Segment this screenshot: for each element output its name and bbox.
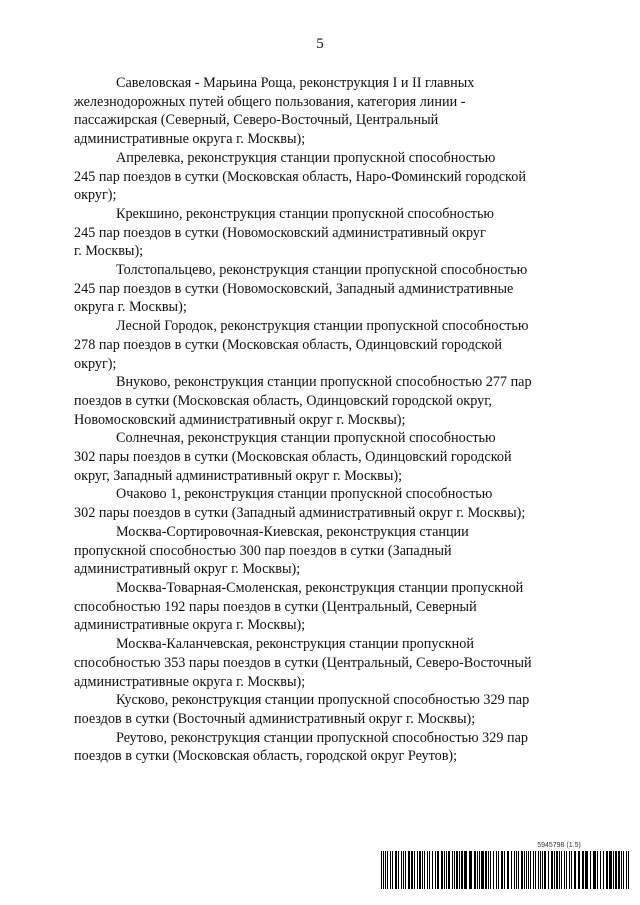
barcode-bar xyxy=(414,851,415,889)
paragraph-ochakovo: Очаково 1, реконструкция станции пропускной способностью 302 пары поездов в сутки (Западный административный округ г. Москвы); xyxy=(74,486,526,522)
barcode-bar xyxy=(609,851,612,889)
paragraph-aprelevka: Апрелевка, реконструкция станции пропускной способностью 245 пар поездов в сутки (Московская область, Наро-Фоминский городской округ); xyxy=(74,149,526,204)
barcode-bar xyxy=(464,851,467,889)
barcode-bar xyxy=(454,851,455,889)
barcode-bar xyxy=(571,851,572,889)
barcode-bar xyxy=(429,851,430,889)
barcode-bar xyxy=(417,851,418,889)
barcode-bar xyxy=(556,851,558,889)
barcode-bar xyxy=(551,851,553,889)
barcode-bar xyxy=(459,851,460,889)
paragraph-tolstopaltsevo: Толстопальцево, реконструкция станции пропускной способностью 245 пар поездов в сутки (Новомосковский, Западный административные округа г. Москвы); xyxy=(74,262,528,316)
paragraph-moskva-kalanchevskaya: Москва-Каланчевская, реконструкция станции пропускной способностью 353 пары поездов в сутки (Центральный, Северо-Восточный административные округа г. Москвы); xyxy=(74,636,532,690)
barcode-bar xyxy=(516,851,517,889)
barcode-bar xyxy=(405,851,406,889)
barcode-bar xyxy=(548,851,549,889)
barcode-bar xyxy=(427,851,428,889)
barcode-bar xyxy=(535,851,536,889)
barcode-bar xyxy=(530,851,531,889)
barcode-bar xyxy=(411,851,413,889)
barcode-bar xyxy=(593,851,596,889)
barcode-bar xyxy=(395,851,397,889)
barcode-bar xyxy=(488,851,489,889)
barcode-bar xyxy=(540,851,541,889)
paragraph-kuskovo: Кусково, реконструкция станции пропускной способностью 329 пар поездов в сутки (Восточный административный округ г. Москвы); xyxy=(74,692,530,727)
document-code: 5945798 (1.5) xyxy=(537,842,581,849)
barcode-bar xyxy=(618,851,620,889)
barcode-bar xyxy=(446,851,447,889)
barcode-bar xyxy=(387,851,388,889)
barcode-bar xyxy=(554,851,555,889)
barcode-bar xyxy=(444,851,445,889)
barcode-bar xyxy=(542,851,543,889)
barcode-bar xyxy=(626,851,627,889)
barcode-bar xyxy=(469,851,472,889)
barcode-bar xyxy=(481,851,484,889)
barcode-bar xyxy=(437,851,439,889)
paragraph-moskva-sortirovochnaya: Москва-Сортировочная-Киевская, реконструкция станции пропускной способностью 300 пар поездов в сутки (Западный административный округ г. Москвы); xyxy=(74,523,469,578)
barcode-bar xyxy=(493,851,494,889)
barcode-bar xyxy=(621,851,622,889)
barcode-bar xyxy=(498,851,499,889)
barcode-bar xyxy=(544,851,546,889)
barcode-bar xyxy=(582,851,584,889)
paragraph-saveloskaya: Савеловская - Марьина Роща, реконструкция I и II главных железнодорожных путей общего пользования, категория линии - пассажирская (Северный, Северо-Восточный, Центральный административные округа г. Москвы); xyxy=(74,75,475,148)
barcode-bar xyxy=(533,851,534,889)
barcode-bar xyxy=(561,851,562,889)
barcode-bar xyxy=(600,851,601,889)
barcode-bar xyxy=(590,851,591,889)
barcode-bar xyxy=(383,851,384,889)
barcode-bar xyxy=(385,851,386,889)
barcode-bar xyxy=(392,851,393,889)
barcode-bar xyxy=(566,851,567,889)
barcode-bar xyxy=(381,851,382,889)
barcode-bar xyxy=(403,851,404,889)
barcode-bar xyxy=(496,851,497,889)
barcode-bar xyxy=(490,851,491,889)
barcode-bar xyxy=(564,851,565,889)
barcode-bar xyxy=(456,851,458,889)
barcode-bar xyxy=(559,851,560,889)
barcode-bar xyxy=(526,851,527,889)
barcode-bar xyxy=(507,851,509,889)
barcode-bar xyxy=(435,851,436,889)
barcode-bar xyxy=(623,851,624,889)
barcode-bar xyxy=(574,851,576,889)
barcode-bar xyxy=(628,851,629,889)
barcode-bar xyxy=(424,851,425,889)
barcode-bar xyxy=(603,851,604,889)
barcode-bar xyxy=(474,851,476,889)
barcode-bar xyxy=(419,851,421,889)
barcode-bar xyxy=(485,851,487,889)
barcode-bar xyxy=(401,851,402,889)
barcode-bar xyxy=(448,851,450,889)
barcode-bar xyxy=(524,851,525,889)
barcode-bar xyxy=(452,851,453,889)
barcode-bar xyxy=(479,851,480,889)
barcode-bar xyxy=(504,851,505,889)
barcode-bar xyxy=(615,851,617,889)
barcode-bar xyxy=(585,851,588,889)
barcode-bar xyxy=(477,851,478,889)
paragraph-reutovo: Реутово, реконструкция станции пропускной способностью 329 пар поездов в сутки (Московская область, городской округ Реутов); xyxy=(74,729,528,765)
barcode-bar xyxy=(578,851,580,889)
barcode-bar xyxy=(390,851,391,889)
barcode-bar xyxy=(597,851,598,889)
barcode-bar xyxy=(606,851,608,889)
paragraph-vnukovo: Внуково, реконструкция станции пропускной способностью 277 пар поездов в сутки (Московская область, Одинцовский городской округ, Новомосковский административный округ г. Москвы); xyxy=(74,374,532,428)
barcode-bar xyxy=(461,851,463,889)
barcode-bar xyxy=(441,851,443,889)
barcode-bar xyxy=(518,851,519,889)
barcode-bar xyxy=(408,851,410,889)
barcode-bar xyxy=(528,851,529,889)
barcode-bar xyxy=(514,851,515,889)
barcode-bar xyxy=(613,851,614,889)
paragraph-lesnoy-gorodok: Лесной Городок, реконструкция станции пропускной способностью 278 пар поездов в сутки (Московская область, Одинцовский городской округ); xyxy=(74,318,529,372)
barcode-bar xyxy=(511,851,512,889)
barcode-bar xyxy=(501,851,503,889)
document-body xyxy=(74,74,566,766)
barcode-bar xyxy=(398,851,399,889)
page-number: 5 xyxy=(316,36,324,52)
paragraph-moskva-tovarnaya: Москва-Товарная-Смоленская, реконструкция станции пропускной способностью 192 пары поездов в сутки (Центральный, Северный административные округа г. Москвы); xyxy=(74,579,524,634)
barcode-bar xyxy=(569,851,570,889)
barcode-bar xyxy=(432,851,433,889)
barcode-bar xyxy=(538,851,539,889)
paragraph-solnechnaya: Солнечная, реконструкция станции пропускной способностью 302 пары поездов в сутки (Московская область, Одинцовский городской округ, Западный административный округ г. Москвы); xyxy=(74,430,512,484)
paragraph-krekshino: Крекшино, реконструкция станции пропускной способностью 245 пар поездов в сутки (Новомосковский административный округ г. Москвы); xyxy=(74,205,495,260)
barcode xyxy=(381,851,629,889)
barcode-bar xyxy=(521,851,523,889)
barcode-bar xyxy=(422,851,423,889)
